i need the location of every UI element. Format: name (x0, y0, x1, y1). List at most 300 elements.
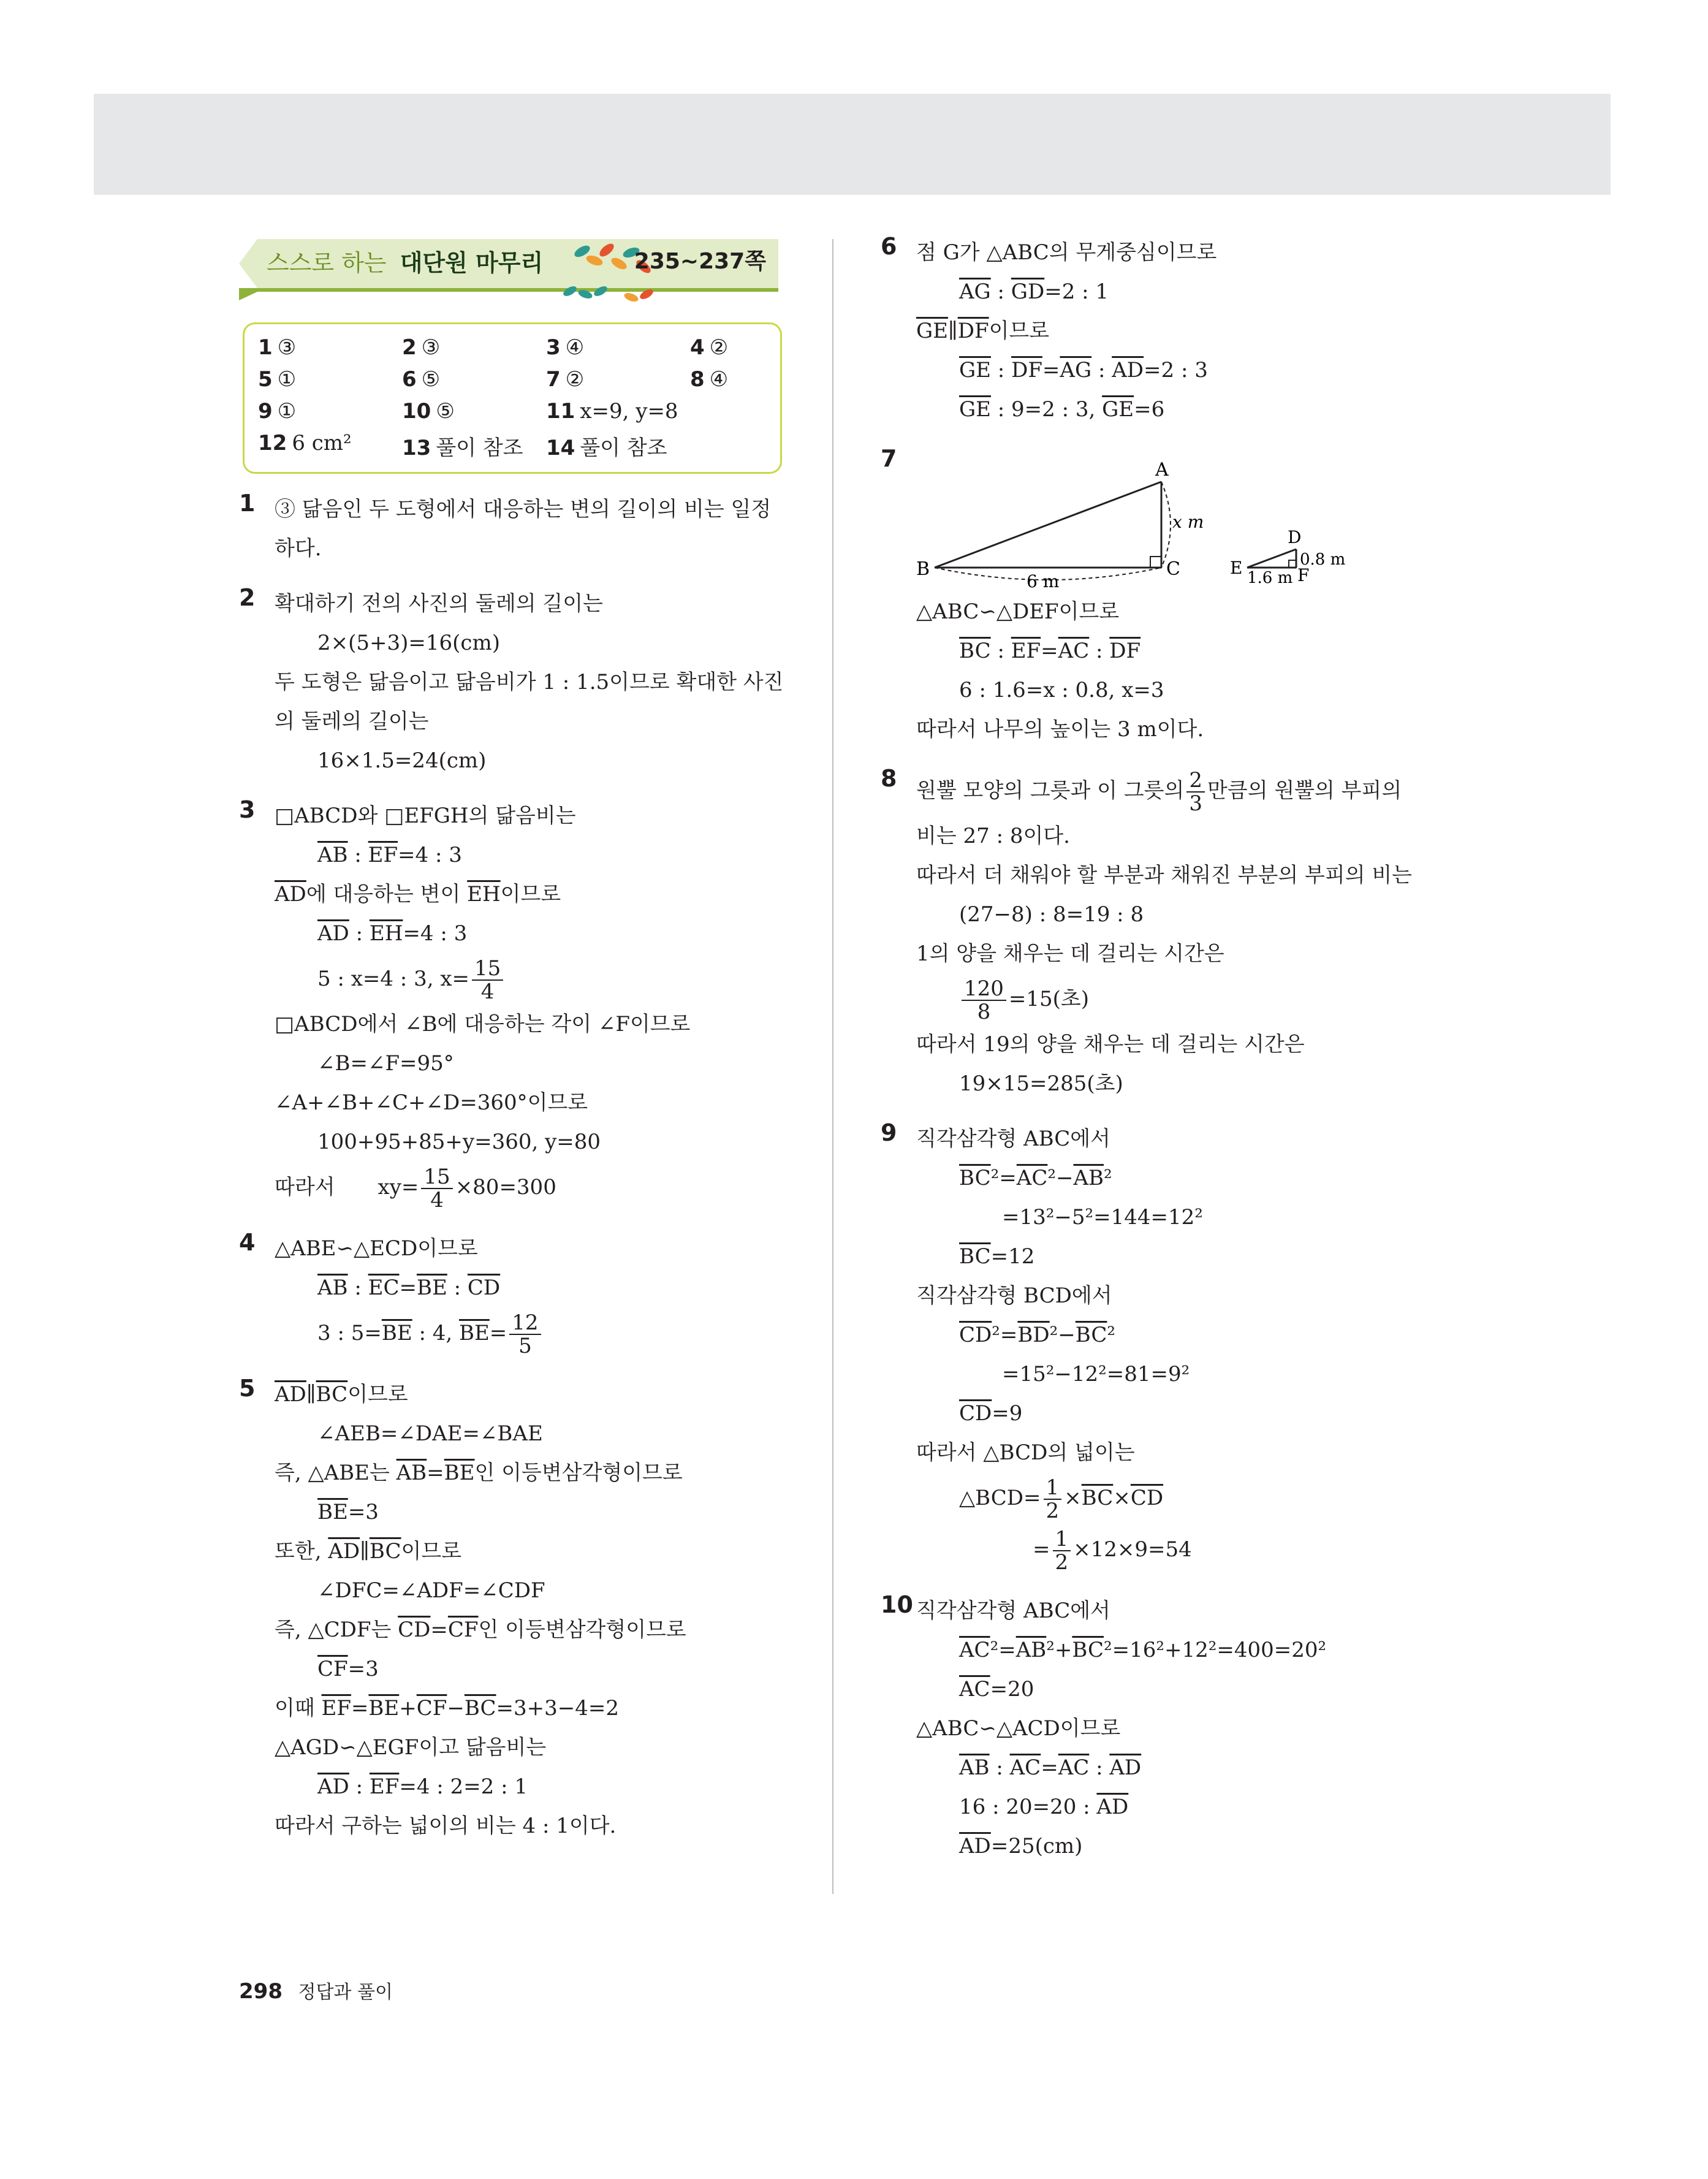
section-banner (239, 233, 791, 306)
denominator: 2 (1046, 1499, 1060, 1523)
text: : (347, 1276, 368, 1300)
solution-text: ③ 닮음인 두 도형에서 대응하는 변의 길이의 비는 일정하다. (275, 497, 772, 561)
solution-line (275, 1162, 791, 1213)
text: ∥ (360, 1539, 370, 1564)
solution-line (916, 1394, 1451, 1433)
triangle-def (1247, 549, 1296, 568)
solution-line: 두 도형은 닮음이고 닮음비가 1 : 1.5이므로 확대한 사진의 둘레의 길이는 (275, 670, 784, 734)
small-base-label: 1.6 m (1247, 569, 1293, 587)
segment: $\overline{AG}$ (1060, 358, 1092, 382)
text: 인 이등변삼각형이므로 (478, 1618, 686, 1642)
text: : (990, 280, 1011, 304)
denominator: 3 (1189, 791, 1202, 816)
solution-line (916, 311, 1451, 351)
text: : (349, 1774, 370, 1799)
answer-item (546, 431, 690, 461)
segment: $\overline{BE}$ (317, 1500, 348, 1524)
answer-value: ④ (565, 335, 585, 360)
text: xy= (378, 1175, 419, 1200)
text: = (399, 1276, 417, 1300)
solution-number: 10 (881, 1591, 913, 1618)
text: ² (1104, 1166, 1112, 1190)
segment: $\overline{GE}$ (916, 319, 948, 343)
text: 에 대응하는 변이 (306, 882, 468, 907)
vertex-e-label: E (1230, 558, 1243, 578)
solution-line (916, 1827, 1451, 1866)
segment: $\overline{AC}$ (959, 1677, 990, 1702)
text: 원뿔 모양의 그릇과 이 그릇의 (916, 778, 1185, 803)
text: =3 (347, 1657, 379, 1681)
fraction (509, 1312, 541, 1357)
text: 이므로 (989, 319, 1050, 343)
answer-number: 3 (546, 335, 561, 360)
solution-2 (239, 584, 791, 780)
segment: $\overline{AB}$ (396, 1461, 427, 1485)
answer-item (402, 367, 546, 392)
fraction (1053, 1528, 1071, 1573)
solution-9 (881, 1119, 1451, 1575)
left-column (239, 233, 791, 1846)
answer-item (258, 367, 402, 392)
segment: $\overline{AB}$ (317, 1276, 348, 1300)
solution-line: 직각삼각형 ABC에서 (916, 1599, 1110, 1623)
text: ²= (992, 1323, 1018, 1347)
text: =12 (990, 1244, 1035, 1269)
answer-number: 10 (402, 399, 431, 424)
answer-number: 14 (546, 436, 575, 460)
text: ²+ (1046, 1638, 1072, 1662)
triangle-figure (916, 445, 1451, 592)
segment: $\overline{AD}$ (1096, 1795, 1129, 1819)
text: : (349, 921, 370, 946)
small-height-label: 0.8 m (1300, 550, 1346, 569)
text: ²= (990, 1638, 1016, 1662)
segment: $\overline{EH}$ (369, 921, 403, 946)
solution-line (275, 1453, 791, 1493)
similar-triangles-diagram (916, 445, 1443, 592)
answer-number: 12 (258, 431, 287, 455)
solution-line (916, 1787, 1451, 1827)
segment: $\overline{BE}$ (458, 1321, 490, 1345)
triangle-abc (935, 482, 1171, 580)
segment: $\overline{AD}$ (959, 1834, 991, 1858)
solution-line: 비는 27 : 8이다. (916, 824, 1070, 848)
solution-line: 1의 양을 채우는 데 걸리는 시간은 (916, 941, 1224, 966)
fraction (1044, 1477, 1062, 1522)
vertex-d-label: D (1288, 527, 1302, 547)
text: : (990, 358, 1012, 382)
segment: $\overline{CD}$ (959, 1323, 992, 1347)
answer-item (258, 431, 402, 461)
vertex-a-label: A (1155, 459, 1169, 481)
text: 만큼의 원뿔의 부피의 (1207, 778, 1402, 803)
solution-line (916, 1158, 1451, 1198)
height-label: x m (1172, 512, 1204, 532)
solution-line (275, 914, 791, 953)
solution-line (916, 351, 1451, 390)
solution-line: 직각삼각형 ABC에서 (916, 1127, 1110, 1151)
answer-value: ③ (421, 335, 441, 360)
solution-line (916, 1748, 1451, 1787)
answer-number: 11 (546, 399, 575, 424)
vertex-b-label: B (916, 558, 930, 580)
segment: $\overline{AC}$ (1009, 1755, 1041, 1780)
solution-line (275, 835, 791, 875)
text: ²− (1047, 1166, 1074, 1190)
segment: $\overline{AD}$ (1112, 358, 1144, 382)
answer-item (258, 335, 402, 360)
text: =20 (990, 1677, 1034, 1702)
segment: $\overline{AC}$ (959, 1638, 990, 1662)
answer-number: 5 (258, 367, 273, 392)
answer-number: 6 (402, 367, 417, 392)
segment: $\overline{EF}$ (369, 1774, 400, 1799)
answer-value: ④ (709, 367, 729, 392)
answer-value: ⑤ (436, 399, 455, 424)
text: 이때 (275, 1696, 322, 1721)
text: 또한, (275, 1539, 328, 1564)
solution-line (916, 1524, 1451, 1575)
vertex-c-label: C (1166, 558, 1180, 580)
answer-value: ① (277, 399, 297, 424)
segment: $\overline{AB}$ (1073, 1166, 1104, 1190)
text: : (347, 843, 368, 867)
text: 이므로 (401, 1539, 462, 1564)
solution-7 (881, 445, 1451, 749)
answer-value: ② (565, 367, 585, 392)
segment: $\overline{BC}$ (1072, 1638, 1104, 1662)
segment: $\overline{GD}$ (1011, 280, 1045, 304)
segment: $\overline{AC}$ (1016, 1166, 1048, 1190)
text: : (989, 1755, 1010, 1780)
answer-value: 6 cm² (292, 431, 352, 455)
solution-line: 따라서 구하는 넓이의 비는 4 : 1이다. (275, 1814, 617, 1838)
answer-number: 8 (690, 367, 705, 392)
text: =4 : 3 (403, 921, 468, 946)
numerator: 1 (1053, 1528, 1071, 1551)
segment: $\overline{BE}$ (444, 1461, 475, 1485)
answer-value: ③ (277, 335, 297, 360)
column-divider (832, 239, 833, 1894)
segment: $\overline{DF}$ (1109, 639, 1141, 663)
text: = (1042, 358, 1060, 382)
fraction (421, 1166, 452, 1211)
text: =4 : 2=2 : 1 (399, 1774, 528, 1799)
solution-line: ∠A+∠B+∠C+∠D=360°이므로 (275, 1090, 588, 1115)
denominator: 8 (977, 1000, 991, 1024)
answer-value: ② (709, 335, 729, 360)
solution-line (916, 1472, 1451, 1524)
segment: $\overline{BC}$ (1075, 1323, 1107, 1347)
solution-line (916, 1315, 1451, 1355)
text: ∥ (306, 1382, 316, 1407)
segment: $\overline{GE}$ (1102, 397, 1134, 422)
answer-value: 풀이 참조 (580, 436, 667, 460)
numerator: 15 (472, 957, 503, 981)
text: = (430, 1618, 448, 1642)
answer-item (546, 399, 690, 424)
answer-number: 7 (546, 367, 561, 392)
solution-line: □ABCD에서 ∠B에 대응하는 각이 ∠F이므로 (275, 1012, 691, 1036)
segment: $\overline{GE}$ (959, 397, 991, 422)
solution-line: 따라서 나무의 높이는 3 m이다. (916, 717, 1204, 742)
solution-line (916, 272, 1451, 311)
segment: $\overline{BC}$ (959, 639, 991, 663)
solution-number: 6 (881, 233, 897, 260)
solution-line (275, 875, 791, 914)
top-band (94, 94, 1611, 195)
denominator: 5 (518, 1334, 532, 1358)
banner-title: 대단원 마무리 (400, 249, 544, 276)
text: : (1091, 358, 1112, 382)
answer-summary-box (243, 322, 782, 474)
page-number: 298 (239, 1979, 283, 2004)
text: ∥ (947, 319, 958, 343)
solution-line: 6 : 1.6=x : 0.8, x=3 (959, 678, 1164, 702)
solution-line (275, 953, 791, 1005)
answer-value: x=9, y=8 (580, 399, 678, 424)
solution-3 (239, 796, 791, 1213)
banner-pages: 235~237쪽 (634, 249, 766, 274)
text: ²= (990, 1166, 1017, 1190)
solution-number: 7 (881, 445, 897, 472)
solution-number: 8 (881, 765, 897, 792)
text: =2 : 3 (1144, 358, 1208, 382)
text: = (489, 1321, 507, 1345)
text: = (351, 1696, 369, 1721)
segment: $\overline{AD}$ (317, 921, 349, 946)
answer-number: 1 (258, 335, 273, 360)
text: 16 : 20=20 : (959, 1795, 1097, 1819)
solution-line (916, 631, 1451, 671)
page-footer (239, 1977, 393, 2004)
segment: $\overline{EH}$ (467, 882, 501, 907)
solution-line (275, 1689, 791, 1728)
segment: $\overline{BC}$ (464, 1696, 496, 1721)
answer-number: 4 (690, 335, 705, 360)
text: ²=16²+12²=400=20² (1104, 1638, 1327, 1662)
solution-line: △ABC∽△ACD이므로 (916, 1716, 1121, 1741)
text: = (1041, 1755, 1058, 1780)
text: =15(초) (1008, 987, 1090, 1011)
segment: $\overline{CF}$ (317, 1657, 348, 1681)
text: : (1089, 639, 1110, 663)
solution-1 (239, 490, 791, 568)
solution-line: 따라서 △BCD의 넓이는 (916, 1440, 1135, 1465)
solution-line: △AGD∽△EGF이고 닮음비는 (275, 1735, 547, 1760)
solution-line: △ABE∽△ECD이므로 (275, 1236, 478, 1261)
segment: $\overline{BE}$ (381, 1321, 412, 1345)
solution-line: 확대하기 전의 사진의 둘레의 길이는 (275, 591, 603, 616)
solution-line: ∠DFC=∠ADF=∠CDF (317, 1578, 545, 1603)
text: : (447, 1276, 468, 1300)
text: : (990, 639, 1011, 663)
solution-line (275, 1268, 791, 1307)
text: = (1041, 639, 1058, 663)
segment: $\overline{BC}$ (959, 1244, 991, 1269)
segment: $\overline{AD}$ (1109, 1755, 1142, 1780)
solution-line: □ABCD와 □EFGH의 닮음비는 (275, 804, 576, 828)
solution-number: 1 (239, 490, 256, 517)
text: × (1064, 1486, 1082, 1510)
segment: $\overline{AG}$ (959, 280, 991, 304)
answer-item (690, 399, 797, 424)
solution-line: 100+95+85+y=360, y=80 (317, 1130, 601, 1154)
text: × (1113, 1486, 1131, 1510)
segment: $\overline{EF}$ (1011, 639, 1041, 663)
solution-line: 직각삼각형 BCD에서 (916, 1283, 1112, 1308)
text: + (399, 1696, 417, 1721)
solution-line (275, 1767, 791, 1806)
text: 인 이등변삼각형이므로 (474, 1461, 683, 1485)
segment: $\overline{AC}$ (1058, 1755, 1090, 1780)
segment: $\overline{AD}$ (317, 1774, 349, 1799)
solution-line: △ABC∽△DEF이므로 (916, 599, 1120, 624)
segment: $\overline{EF}$ (368, 843, 398, 867)
numerator: 15 (421, 1166, 452, 1189)
right-column (881, 233, 1451, 1866)
solution-line (916, 1630, 1451, 1670)
solution-line: ∠AEB=∠DAE=∠BAE (317, 1421, 543, 1446)
solution-line: 따라서 19의 양을 채우는 데 걸리는 시간은 (916, 1032, 1305, 1057)
solution-line: 16×1.5=24(cm) (317, 748, 487, 773)
segment: $\overline{CF}$ (416, 1696, 447, 1721)
solution-line (916, 973, 1451, 1025)
text: ×80=300 (455, 1175, 556, 1200)
text: ²− (1049, 1323, 1076, 1347)
segment: $\overline{BE}$ (416, 1276, 447, 1300)
solution-6 (881, 233, 1451, 429)
text: △BCD= (959, 1486, 1041, 1510)
segment: $\overline{AB}$ (1015, 1638, 1047, 1662)
text: = (1033, 1537, 1050, 1562)
answer-number: 13 (402, 436, 431, 460)
solution-line: ∠B=∠F=95° (317, 1051, 454, 1076)
base-label: 6 m (1027, 571, 1060, 591)
segment: $\overline{AD}$ (275, 1382, 306, 1407)
fraction (1186, 769, 1205, 815)
numerator: 120 (962, 978, 1006, 1001)
segment: $\overline{EC}$ (368, 1276, 400, 1300)
text: =6 (1134, 397, 1165, 422)
solution-line (916, 1237, 1451, 1276)
solution-line (275, 1375, 791, 1414)
text: =25(cm) (990, 1834, 1083, 1858)
segment: $\overline{BC}$ (316, 1382, 348, 1407)
solution-line (916, 765, 1451, 816)
answer-item (402, 399, 546, 424)
banner-subtitle: 스스로 하는 (267, 249, 387, 276)
text: 3 : 5= (317, 1321, 382, 1345)
denominator: 4 (430, 1188, 444, 1212)
numerator: 2 (1186, 769, 1205, 793)
solution-line: 19×15=285(초) (959, 1071, 1123, 1096)
answer-item (546, 335, 690, 360)
text: ×12×9=54 (1073, 1537, 1192, 1562)
segment: $\overline{CD}$ (398, 1618, 431, 1642)
solution-line: 2×(5+3)=16(cm) (317, 631, 500, 655)
solution-number: 2 (239, 584, 256, 611)
segment: $\overline{AC}$ (1058, 639, 1090, 663)
segment: $\overline{AD}$ (328, 1539, 360, 1564)
answer-item (546, 367, 690, 392)
answer-grid (258, 335, 767, 461)
answer-item (402, 431, 546, 461)
solution-5 (239, 1375, 791, 1846)
solution-line (275, 1610, 791, 1649)
segment: $\overline{CD}$ (467, 1276, 501, 1300)
answer-item (690, 367, 797, 392)
answer-item (690, 431, 797, 461)
answer-value: 풀이 참조 (436, 436, 523, 460)
segment: $\overline{AD}$ (275, 882, 306, 907)
answer-number: 2 (402, 335, 417, 360)
segment: $\overline{DF}$ (1011, 358, 1042, 382)
solution-line (916, 1670, 1451, 1709)
solution-line (916, 390, 1451, 429)
vertex-f-label: F (1297, 565, 1310, 585)
segment: $\overline{AB}$ (959, 1755, 990, 1780)
text: =4 : 3 (398, 843, 462, 867)
text: : (1089, 1755, 1110, 1780)
solution-line: (27−8) : 8=19 : 8 (959, 902, 1144, 927)
solution-line (275, 1532, 791, 1571)
segment: $\overline{BC}$ (959, 1166, 991, 1190)
solution-line (275, 1493, 791, 1532)
answer-item (402, 335, 546, 360)
text: 따라서 (275, 1175, 335, 1200)
solution-line (275, 1649, 791, 1689)
text: 즉, △ABE는 (275, 1461, 397, 1485)
segment: $\overline{BD}$ (1017, 1323, 1050, 1347)
denominator: 2 (1055, 1550, 1069, 1575)
answer-value: ① (277, 367, 297, 392)
segment: $\overline{CD}$ (959, 1401, 992, 1426)
solution-number: 5 (239, 1375, 256, 1402)
solution-8 (881, 765, 1451, 1103)
text: 즉, △CDF는 (275, 1618, 398, 1642)
text: =2 : 1 (1044, 280, 1109, 304)
text: 이므로 (500, 882, 561, 907)
text: 이므로 (347, 1382, 408, 1407)
solution-line: =13²−5²=144=12² (1002, 1205, 1203, 1230)
segment: $\overline{BC}$ (369, 1539, 401, 1564)
text: =3 (347, 1500, 379, 1524)
segment: $\overline{DF}$ (957, 319, 989, 343)
solution-line: =15²−12²=81=9² (1002, 1362, 1190, 1386)
segment: $\overline{BE}$ (368, 1696, 400, 1721)
solution-number: 4 (239, 1229, 256, 1256)
numerator: 12 (509, 1312, 541, 1335)
solution-number: 3 (239, 796, 256, 823)
solution-line: 따라서 더 채워야 할 부분과 채워진 부분의 부피의 비는 (916, 863, 1413, 888)
text: : 9=2 : 3, (990, 397, 1103, 422)
text: =9 (992, 1401, 1023, 1426)
text: 5 : x=4 : 3, x= (317, 967, 469, 991)
segment: $\overline{CF}$ (447, 1618, 479, 1642)
segment: $\overline{CD}$ (1130, 1486, 1164, 1510)
solution-4 (239, 1229, 791, 1359)
answer-number: 9 (258, 399, 273, 424)
solution-line (275, 1307, 791, 1359)
segment: $\overline{EF}$ (321, 1696, 351, 1721)
solution-line: 점 G가 △ABC의 무게중심이므로 (916, 240, 1217, 265)
solution-number: 9 (881, 1119, 897, 1146)
text: = (427, 1461, 444, 1485)
fraction (962, 978, 1006, 1023)
footer-label: 정답과 풀이 (298, 1982, 393, 2003)
text: : 4, (412, 1321, 459, 1345)
